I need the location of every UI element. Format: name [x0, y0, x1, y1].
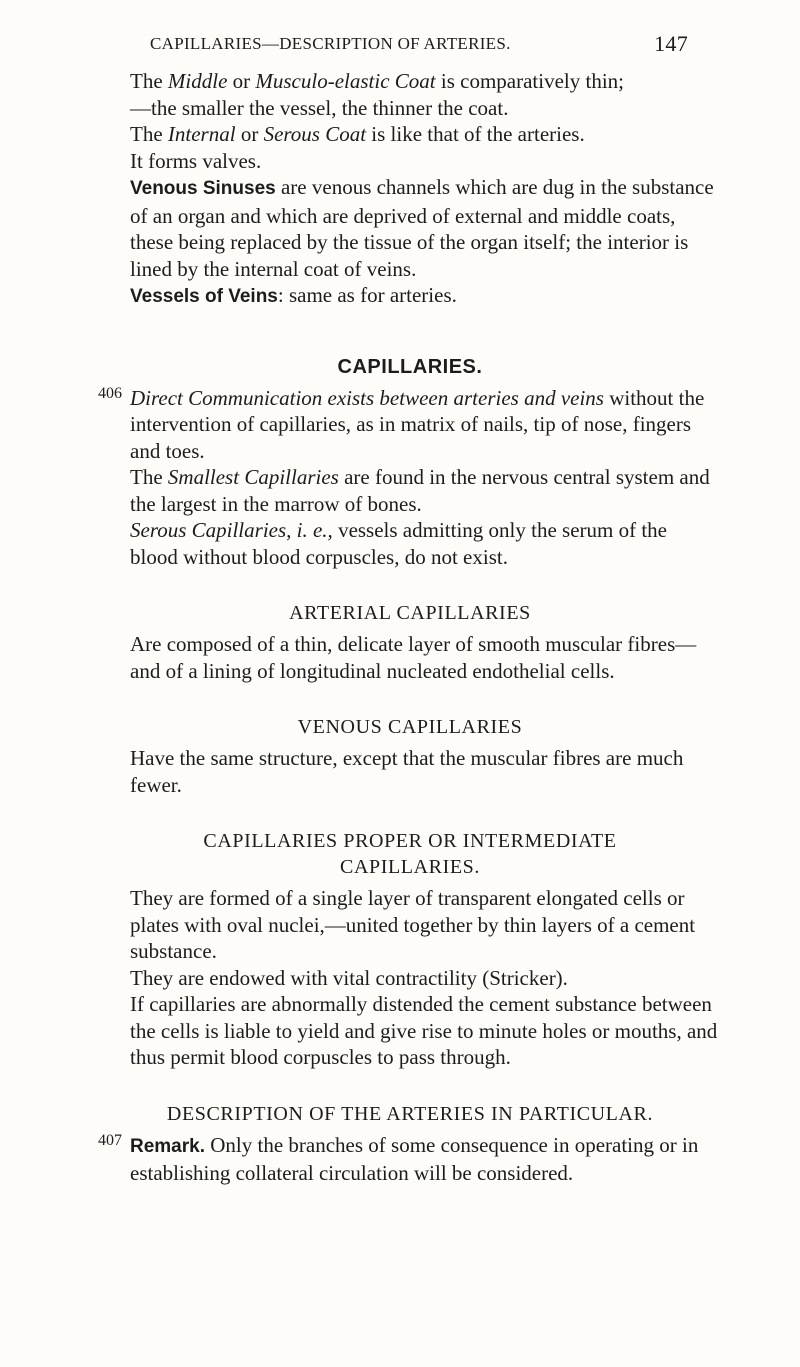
section-406 — [100, 385, 720, 571]
page-number: 147 — [654, 31, 688, 56]
smallest-capillaries-paragraph: The Smallest Capillaries are found in the nervous central system and the largest in the marrow of bones. — [130, 465, 710, 516]
venous-sinuses-term: Venous Sinuses — [130, 178, 276, 199]
section-407 — [100, 1132, 720, 1187]
internal-coat-paragraph: The Internal or Serous Coat is like that of the arteries. — [130, 122, 585, 146]
arterial-capillaries-paragraph: Are composed of a thin, delicate layer of smooth muscular fibres—and of a lining of longitudinal nucleated endothelial cells. — [130, 632, 697, 683]
arteries-description-heading: DESCRIPTION OF THE ARTERIES IN PARTICULAR. — [166, 1102, 654, 1125]
venous-capillaries-heading: VENOUS CAPILLARIES — [297, 716, 523, 738]
remark-term: Remark. — [130, 1135, 205, 1157]
direct-communication-paragraph: Direct Communication exists between arteries and veins without the intervention of capillaries, as in matrix of nails, tip of nose, fingers and toes. — [130, 385, 705, 463]
serous-capillaries-paragraph: Serous Capillaries, i. e., vessels admitting only the serum of the blood without blood corpuscles, do not exist. — [130, 518, 668, 569]
musculo-elastic-term: Musculo-elastic Coat — [255, 69, 436, 93]
middle-coat-paragraph: The Middle or Musculo-elastic Coat is comparatively thin; — [130, 69, 624, 93]
vessels-of-veins-paragraph: Vessels of Veins: same as for arteries. — [130, 283, 457, 307]
smallest-capillaries-term: Smallest Capillaries — [167, 465, 339, 489]
section-number-407: 407 — [98, 1131, 122, 1149]
page-body — [100, 68, 720, 1187]
venous-sinuses-paragraph: Venous Sinuses are venous channels which are dug in the substance of an organ and which are deprived of external and middle coats, these being replaced by the tissue of the organ itself; the interior is lined by the internal coat of veins. — [130, 175, 714, 281]
capillaries-proper-paragraph-3: If capillaries are abnormally distended the cement substance between the cells is liable to yield and give rise to minute holes or mouths, and thus permit blood corpuscles to pass through. — [130, 992, 718, 1069]
section-number-406: 406 — [98, 384, 122, 402]
serous-capillaries-term: Serous Capillaries, i. e., — [130, 518, 333, 542]
middle-coat-continued: —the smaller the vessel, the thinner the coat. — [130, 95, 509, 120]
remark-paragraph: Remark. Only the branches of some consequence in operating or in establishing collateral circulation will be considered. — [130, 1132, 699, 1185]
running-head-title: CAPILLARIES—DESCRIPTION OF ARTERIES. — [150, 34, 511, 53]
serous-coat-term: Serous Coat — [263, 122, 367, 146]
arterial-capillaries-heading: ARTERIAL CAPILLARIES — [289, 602, 531, 624]
venous-capillaries-paragraph: Have the same structure, except that the muscular fibres are much fewer. — [130, 746, 684, 797]
internal-term: Internal — [167, 122, 236, 146]
capillaries-heading: CAPILLARIES. — [337, 355, 483, 378]
middle-term: Middle — [167, 69, 228, 93]
capillaries-proper-heading: CAPILLARIES PROPER OR INTERMEDIATE CAPILLARIES. — [203, 830, 617, 878]
capillaries-proper-paragraph-2: They are endowed with vital contractility (Stricker). — [130, 965, 568, 990]
direct-communication-term: Direct Communication exists between arteries and veins — [130, 385, 604, 410]
valves-paragraph: It forms valves. — [130, 148, 262, 173]
vessels-of-veins-term: Vessels of Veins — [130, 286, 278, 307]
capillaries-proper-paragraph-1: They are formed of a single layer of transparent elongated cells or plates with oval nuclei,—united together by thin layers of a cement substance. — [130, 886, 696, 963]
